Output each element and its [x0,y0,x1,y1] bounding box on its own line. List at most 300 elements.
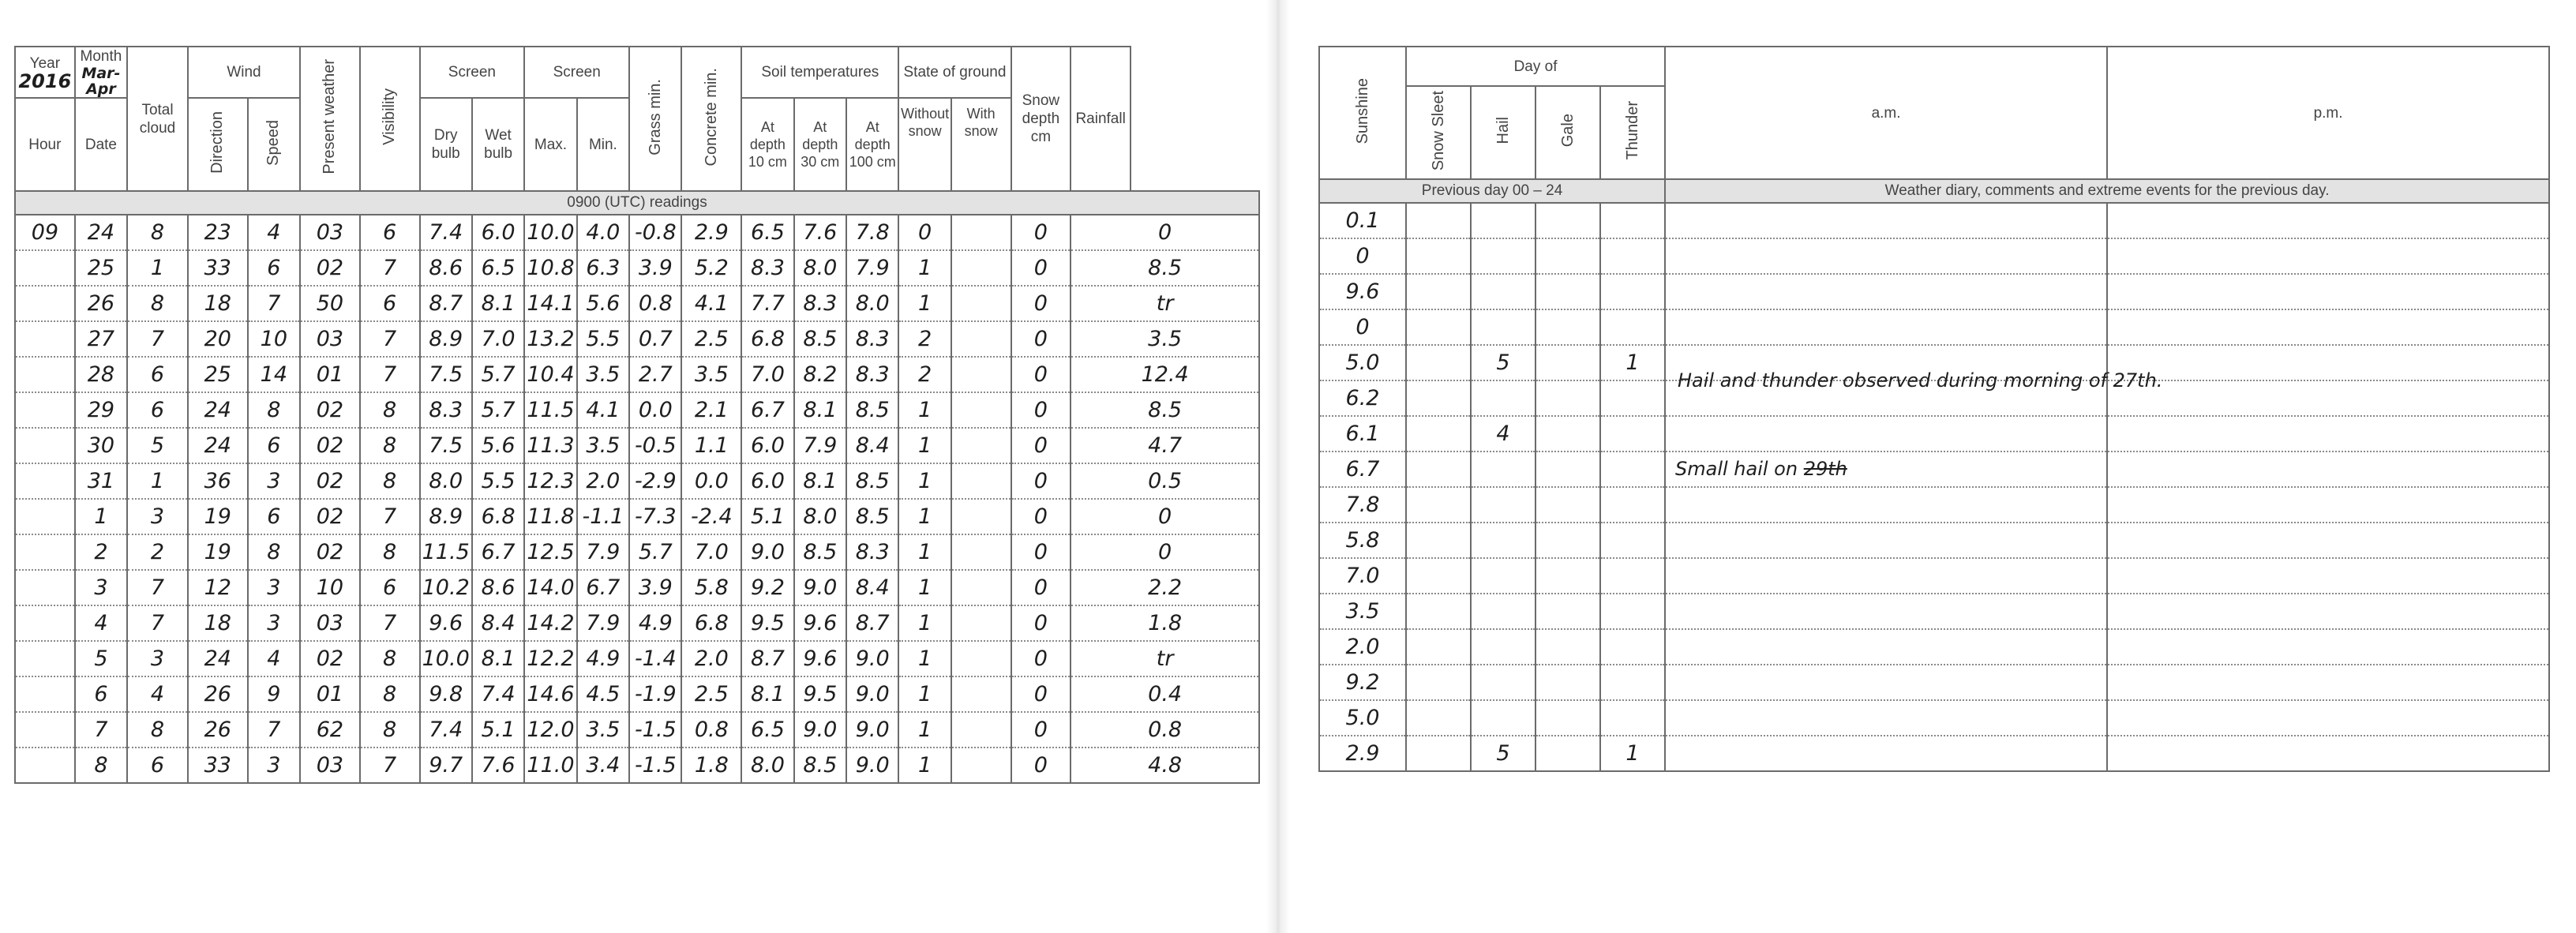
total-cloud-cell: 7 [127,321,188,357]
concrete-min-cell: 6.8 [681,605,741,641]
soil-100cm-cell: 8.4 [846,428,898,463]
soil-10cm-cell: 6.7 [741,392,793,428]
with-snow-cell [951,676,1011,712]
grass-min-cell: -7.3 [629,499,681,534]
concrete-min-cell: 7.0 [681,534,741,570]
observation-row [15,605,1259,641]
soil-10cm-cell: 9.0 [741,534,793,570]
diary-note-hail-thunder: Hail and thunder observed during morning of 27th. [1678,369,2163,392]
wind-speed-cell: 3 [248,605,300,641]
with-snow-cell [951,534,1011,570]
hail-cell [1471,238,1535,274]
am-diary-cell [1665,594,2107,629]
snow-sleet-cell [1406,523,1471,558]
am-diary-cell [1665,736,2107,771]
hour-cell [15,712,75,748]
present-weather-cell: 50 [300,286,360,321]
max-temp-cell: 14.2 [524,605,576,641]
soil-100cm-cell: 8.7 [846,605,898,641]
am-diary-cell [1665,238,2107,274]
present-weather-cell: 03 [300,215,360,250]
grass-min-cell: 0.7 [629,321,681,357]
wind-direction-cell: 24 [188,428,248,463]
wind-direction-cell: 23 [188,215,248,250]
visibility-cell: 7 [360,499,420,534]
depth-30cm-header: At depth 30 cm [794,98,846,191]
dry-bulb-cell: 9.8 [420,676,472,712]
soil-100cm-cell: 8.0 [846,286,898,321]
concrete-min-cell: 2.9 [681,215,741,250]
hail-cell [1471,700,1535,736]
pm-diary-cell [2107,309,2549,345]
thunder-cell [1600,558,1665,594]
soil-30cm-cell: 8.5 [794,534,846,570]
without-snow-cell: 1 [898,286,951,321]
thunder-cell [1600,700,1665,736]
soil-30cm-cell: 8.2 [794,357,846,392]
visibility-cell: 8 [360,712,420,748]
wet-bulb-cell: 7.4 [472,676,524,712]
date-cell: 8 [75,748,127,783]
wind-direction-cell: 36 [188,463,248,499]
wet-bulb-cell: 5.5 [472,463,524,499]
hail-cell [1471,309,1535,345]
am-diary-cell [1665,700,2107,736]
with-snow-cell [951,250,1011,286]
wind-direction-cell: 25 [188,357,248,392]
pm-diary-cell [2107,345,2549,380]
concrete-min-cell: 1.8 [681,748,741,783]
am-diary-cell [1665,665,2107,700]
date-cell: 3 [75,570,127,605]
visibility-cell: 8 [360,463,420,499]
without-snow-cell: 1 [898,392,951,428]
snow-depth-cell: 0 [1011,250,1071,286]
total-cloud-cell: 4 [127,676,188,712]
concrete-min-cell: 2.0 [681,641,741,676]
wind-direction-cell: 24 [188,392,248,428]
snow-depth-cell: 0 [1011,392,1071,428]
without-snow-cell: 1 [898,605,951,641]
with-snow-cell [951,499,1011,534]
depth-10cm-header: At depth 10 cm [741,98,793,191]
thunder-cell [1600,452,1665,487]
am-diary-cell [1665,203,2107,238]
wind-speed-cell: 7 [248,286,300,321]
rainfall-cell: 8.5 [1071,392,1259,428]
max-temp-cell: 12.2 [524,641,576,676]
observation-row [15,712,1259,748]
year-value: 2016 [18,69,72,92]
present-weather-cell: 01 [300,676,360,712]
daily-event-row [1319,700,2549,736]
daily-event-row [1319,416,2549,452]
grass-min-cell: -0.8 [629,215,681,250]
visibility-header: Visibility [360,47,420,191]
thunder-cell: 1 [1600,736,1665,771]
sunshine-cell: 0 [1319,309,1406,345]
soil-10cm-cell: 6.8 [741,321,793,357]
wind-speed-cell: 10 [248,321,300,357]
present-weather-cell: 03 [300,605,360,641]
wind-direction-header: Direction [188,98,248,191]
min-temp-cell: 4.9 [577,641,629,676]
without-snow-cell: 1 [898,250,951,286]
with-snow-cell [951,748,1011,783]
wet-bulb-cell: 5.6 [472,428,524,463]
min-temp-cell: -1.1 [577,499,629,534]
thunder-cell [1600,238,1665,274]
sunshine-cell: 9.2 [1319,665,1406,700]
wet-bulb-header: Wet bulb [472,98,524,191]
present-weather-cell: 03 [300,321,360,357]
without-snow-cell: 2 [898,321,951,357]
visibility-cell: 7 [360,605,420,641]
hour-cell [15,605,75,641]
snow-sleet-cell [1406,345,1471,380]
wet-bulb-cell: 7.0 [472,321,524,357]
concrete-min-header: Concrete min. [681,47,741,191]
observation-row [15,748,1259,783]
dry-bulb-cell: 7.4 [420,215,472,250]
am-diary-cell [1665,487,2107,523]
pm-diary-cell [2107,594,2549,629]
gale-header: Gale [1535,86,1600,179]
rainfall-header: Rainfall [1071,47,1131,191]
present-weather-cell: 02 [300,641,360,676]
daily-event-row [1319,238,2549,274]
rainfall-cell: tr [1071,286,1259,321]
snow-depth-cell: 0 [1011,605,1071,641]
snow-depth-cell: 0 [1011,499,1071,534]
date-cell: 28 [75,357,127,392]
min-temp-cell: 5.5 [577,321,629,357]
concrete-min-cell: 0.0 [681,463,741,499]
pm-diary-cell [2107,487,2549,523]
present-weather-cell: 02 [300,534,360,570]
snow-sleet-cell [1406,736,1471,771]
dry-bulb-cell: 7.4 [420,712,472,748]
wind-speed-cell: 6 [248,499,300,534]
hour-cell [15,570,75,605]
min-temp-cell: 5.6 [577,286,629,321]
wind-direction-cell: 26 [188,712,248,748]
gale-cell [1535,380,1600,416]
total-cloud-cell: 6 [127,357,188,392]
observation-row [15,570,1259,605]
hail-cell [1471,558,1535,594]
concrete-min-cell: 4.1 [681,286,741,321]
max-temp-cell: 12.0 [524,712,576,748]
soil-10cm-cell: 7.0 [741,357,793,392]
sunshine-cell: 9.6 [1319,274,1406,309]
sunshine-cell: 2.0 [1319,629,1406,665]
daily-event-row [1319,629,2549,665]
wind-direction-cell: 19 [188,534,248,570]
gale-cell [1535,345,1600,380]
grass-min-cell: 0.8 [629,286,681,321]
gale-cell [1535,274,1600,309]
snow-depth-cell: 0 [1011,357,1071,392]
total-cloud-cell: 8 [127,215,188,250]
previous-day-band: Previous day 00 – 24 [1319,179,1665,203]
hail-header: Hail [1471,86,1535,179]
hour-header: Hour [15,98,75,191]
thunder-cell [1600,665,1665,700]
wet-bulb-cell: 8.1 [472,641,524,676]
observation-row [15,641,1259,676]
with-snow-cell [951,215,1011,250]
soil-30cm-cell: 9.0 [794,712,846,748]
soil-temperatures-header: Soil temperatures [741,47,898,98]
daily-event-row [1319,452,2549,487]
observation-row [15,321,1259,357]
dry-bulb-cell: 9.6 [420,605,472,641]
without-snow-cell: 1 [898,499,951,534]
soil-30cm-cell: 8.5 [794,321,846,357]
soil-30cm-cell: 9.0 [794,570,846,605]
total-cloud-cell: 1 [127,463,188,499]
present-weather-cell: 10 [300,570,360,605]
wet-bulb-cell: 6.7 [472,534,524,570]
date-header: Date [75,98,127,191]
concrete-min-cell: 1.1 [681,428,741,463]
snow-depth-cell: 0 [1011,676,1071,712]
soil-100cm-cell: 8.5 [846,392,898,428]
pm-header: p.m. [2107,47,2549,179]
wind-speed-cell: 4 [248,215,300,250]
total-cloud-cell: 5 [127,428,188,463]
concrete-min-cell: 0.8 [681,712,741,748]
max-temp-cell: 14.6 [524,676,576,712]
snow-depth-header: Snow depth cm [1011,47,1071,191]
wind-direction-cell: 12 [188,570,248,605]
date-cell: 5 [75,641,127,676]
wet-bulb-cell: 8.1 [472,286,524,321]
snow-sleet-cell [1406,416,1471,452]
date-cell: 4 [75,605,127,641]
grass-min-cell: 3.9 [629,250,681,286]
pm-diary-cell [2107,629,2549,665]
sunshine-cell: 0 [1319,238,1406,274]
hour-cell [15,641,75,676]
soil-100cm-cell: 8.3 [846,534,898,570]
total-cloud-cell: 2 [127,534,188,570]
visibility-cell: 8 [360,641,420,676]
min-header: Min. [577,98,629,191]
with-snow-cell [951,357,1011,392]
soil-30cm-cell: 8.1 [794,463,846,499]
min-temp-cell: 3.5 [577,712,629,748]
soil-30cm-cell: 8.3 [794,286,846,321]
soil-100cm-cell: 9.0 [846,748,898,783]
snow-sleet-cell [1406,203,1471,238]
soil-10cm-cell: 8.0 [741,748,793,783]
grass-min-cell: -1.5 [629,712,681,748]
visibility-cell: 6 [360,570,420,605]
rainfall-cell: 1.8 [1071,605,1259,641]
max-temp-cell: 14.1 [524,286,576,321]
snow-sleet-cell [1406,629,1471,665]
total-cloud-cell: 3 [127,641,188,676]
sunshine-cell: 6.1 [1319,416,1406,452]
max-temp-cell: 11.8 [524,499,576,534]
gale-cell [1535,629,1600,665]
thunder-cell [1600,629,1665,665]
thunder-header: Thunder [1600,86,1665,179]
diary-note-small-hail-text: Small hail on [1675,458,1804,480]
without-snow-cell: 1 [898,748,951,783]
daily-event-row [1319,309,2549,345]
without-snow-cell: 2 [898,357,951,392]
grass-min-cell: -0.5 [629,428,681,463]
soil-10cm-cell: 8.1 [741,676,793,712]
max-temp-cell: 13.2 [524,321,576,357]
total-cloud-cell: 7 [127,605,188,641]
wind-direction-cell: 26 [188,676,248,712]
soil-100cm-cell: 9.0 [846,676,898,712]
soil-100cm-cell: 7.9 [846,250,898,286]
without-snow-cell: 1 [898,463,951,499]
visibility-cell: 6 [360,286,420,321]
max-temp-cell: 11.0 [524,748,576,783]
daily-event-row [1319,594,2549,629]
present-weather-cell: 02 [300,392,360,428]
rainfall-cell: 8.5 [1071,250,1259,286]
thunder-cell [1600,274,1665,309]
grass-min-cell: 3.9 [629,570,681,605]
daily-event-row [1319,487,2549,523]
grass-min-cell: 0.0 [629,392,681,428]
soil-10cm-cell: 9.2 [741,570,793,605]
present-weather-cell: 62 [300,712,360,748]
hail-cell [1471,452,1535,487]
wind-speed-cell: 14 [248,357,300,392]
with-snow-cell [951,605,1011,641]
wind-speed-header: Speed [248,98,300,191]
present-weather-cell: 02 [300,499,360,534]
thunder-cell [1600,487,1665,523]
date-cell: 24 [75,215,127,250]
date-cell: 26 [75,286,127,321]
month-header: Month Mar-Apr [75,47,127,98]
snow-sleet-header: Snow Sleet [1406,86,1471,179]
without-snow-header: Without snow [898,98,951,191]
soil-10cm-cell: 6.5 [741,215,793,250]
present-weather-cell: 02 [300,463,360,499]
grass-min-cell: -1.9 [629,676,681,712]
with-snow-cell [951,712,1011,748]
wind-header: Wind [188,47,300,98]
snow-depth-cell: 0 [1011,534,1071,570]
pm-diary-cell [2107,416,2549,452]
max-temp-cell: 10.0 [524,215,576,250]
gale-cell [1535,665,1600,700]
dry-bulb-cell: 11.5 [420,534,472,570]
present-weather-cell: 03 [300,748,360,783]
thunder-cell [1600,203,1665,238]
hail-cell: 5 [1471,736,1535,771]
gale-cell [1535,700,1600,736]
wet-bulb-cell: 5.7 [472,357,524,392]
total-cloud-cell: 8 [127,712,188,748]
wind-speed-cell: 7 [248,712,300,748]
am-diary-cell [1665,523,2107,558]
with-snow-cell [951,392,1011,428]
date-cell: 2 [75,534,127,570]
dry-bulb-cell: 10.0 [420,641,472,676]
soil-30cm-cell: 8.0 [794,250,846,286]
gale-cell [1535,523,1600,558]
diary-note-small-hail [1675,458,1847,480]
thunder-cell: 1 [1600,345,1665,380]
date-cell: 29 [75,392,127,428]
hail-cell: 5 [1471,345,1535,380]
soil-10cm-cell: 7.7 [741,286,793,321]
snow-depth-cell: 0 [1011,463,1071,499]
present-weather-header: Present weather [300,47,360,191]
snow-sleet-cell [1406,594,1471,629]
snow-sleet-cell [1406,238,1471,274]
soil-10cm-cell: 8.3 [741,250,793,286]
am-diary-cell [1665,309,2107,345]
dry-bulb-cell: 8.6 [420,250,472,286]
hail-cell [1471,594,1535,629]
am-diary-cell [1665,274,2107,309]
wind-speed-cell: 9 [248,676,300,712]
wet-bulb-cell: 6.5 [472,250,524,286]
sunshine-cell: 5.8 [1319,523,1406,558]
total-cloud-cell: 6 [127,748,188,783]
soil-100cm-cell: 9.0 [846,641,898,676]
pm-diary-cell [2107,558,2549,594]
pm-diary-cell [2107,274,2549,309]
without-snow-cell: 1 [898,534,951,570]
pm-diary-cell [2107,523,2549,558]
date-cell: 7 [75,712,127,748]
pm-diary-cell [2107,665,2549,700]
wind-direction-cell: 24 [188,641,248,676]
grass-min-cell: 5.7 [629,534,681,570]
observation-row [15,250,1259,286]
present-weather-cell: 01 [300,357,360,392]
snow-depth-cell: 0 [1011,641,1071,676]
min-temp-cell: 6.3 [577,250,629,286]
gale-cell [1535,487,1600,523]
am-header: a.m. [1665,47,2107,179]
without-snow-cell: 1 [898,712,951,748]
screen-header-1: Screen [420,47,525,98]
pm-diary-cell [2107,238,2549,274]
max-temp-cell: 10.8 [524,250,576,286]
rainfall-cell: 0.4 [1071,676,1259,712]
snow-depth-cell: 0 [1011,712,1071,748]
rainfall-cell: 0 [1071,499,1259,534]
soil-10cm-cell: 5.1 [741,499,793,534]
max-temp-cell: 10.4 [524,357,576,392]
soil-10cm-cell: 6.5 [741,712,793,748]
observation-row [15,463,1259,499]
soil-10cm-cell: 6.0 [741,428,793,463]
snow-sleet-cell [1406,665,1471,700]
am-diary-cell [1665,629,2107,665]
screen-header-2: Screen [524,47,629,98]
snow-sleet-cell [1406,274,1471,309]
hour-cell [15,748,75,783]
concrete-min-cell: 5.2 [681,250,741,286]
sunshine-cell: 5.0 [1319,345,1406,380]
dry-bulb-cell: 9.7 [420,748,472,783]
